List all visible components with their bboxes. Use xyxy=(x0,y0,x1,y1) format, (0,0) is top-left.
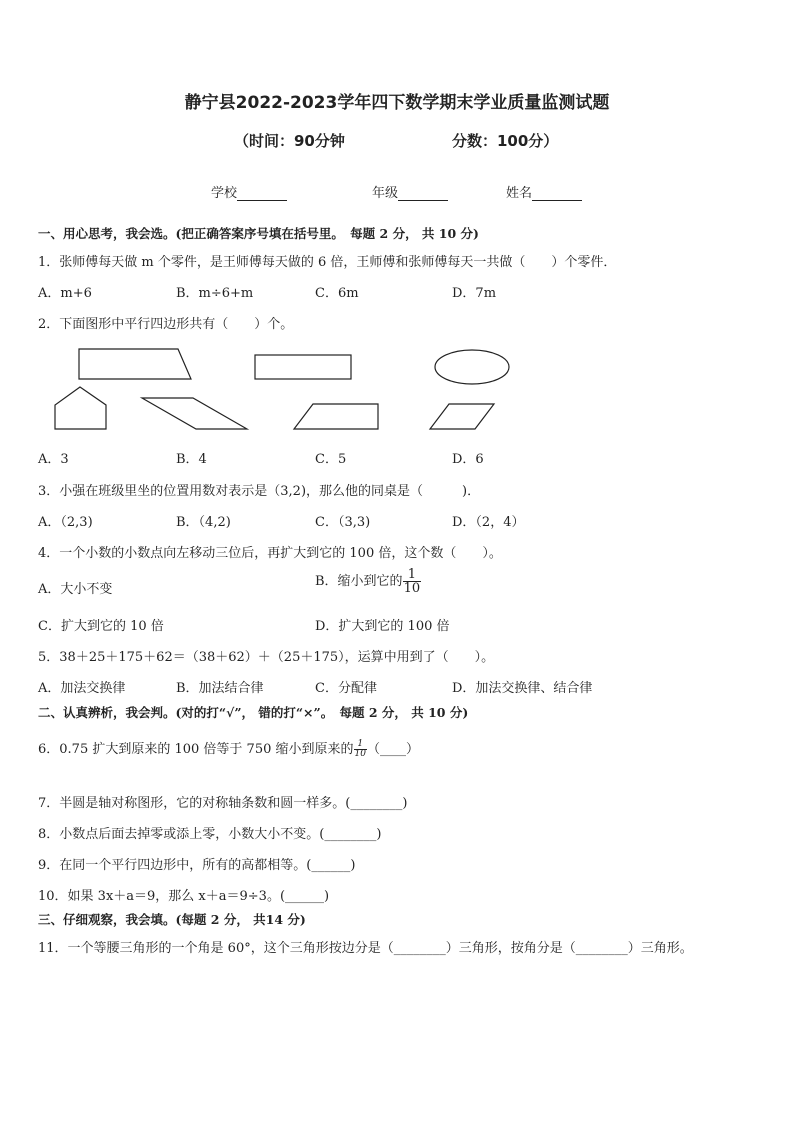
q3-option-c[interactable]: C．（3,3) xyxy=(315,515,371,530)
rectangle-shape xyxy=(255,355,351,379)
q5-option-c[interactable]: C．分配律 xyxy=(315,681,377,696)
q3-text: 3．小强在班级里坐的位置用数对表示是（3,2)，那么他的同桌是（ )． xyxy=(38,484,481,499)
ellipse-shape xyxy=(435,350,509,384)
school-label: 学校 xyxy=(211,186,238,201)
q4-option-b[interactable] xyxy=(315,568,421,595)
q6-text: 6．0.75 扩大到原来的 100 倍等于 750 缩小到原来的 xyxy=(38,742,354,757)
grade-blank[interactable] xyxy=(398,188,448,201)
fraction-denominator: 10 xyxy=(403,581,421,596)
q6-answer-blank[interactable]: （____） xyxy=(366,742,419,757)
q8-text: 8．小数点后面去掉零或添上零，小数大小不变。(________) xyxy=(38,827,382,842)
q11-text: 11．一个等腰三角形的一个角是 60°，这个三角形按边分是（________）三角形，按角分是（________）三角形。 xyxy=(38,941,693,956)
exam-time: （时间：90分钟 xyxy=(234,132,345,150)
grade-label: 年级 xyxy=(372,186,399,201)
q10-text: 10．如果 3x＋a＝9，那么 x＋a＝9÷3。(______) xyxy=(38,889,330,904)
parallelogram-shape-2 xyxy=(430,404,494,429)
q2-text: 2．下面图形中平行四边形共有（ ）个。 xyxy=(38,317,294,332)
page-title: 静宁县2022-2023学年四下数学期末学业质量监测试题 xyxy=(184,93,610,113)
section1-heading: 一、用心思考，我会选。(把正确答案序号填在括号里。 每题 2 分， 共 10 分) xyxy=(38,226,479,241)
q4-option-d[interactable]: D．扩大到它的 100 倍 xyxy=(315,619,450,634)
name-field xyxy=(506,182,582,201)
name-label: 姓名 xyxy=(506,186,533,201)
q1-option-d[interactable]: D．7m xyxy=(452,286,497,301)
q3-option-b[interactable]: B．（4,2) xyxy=(176,515,231,530)
q6-fraction xyxy=(354,740,367,759)
q4-option-c[interactable]: C．扩大到它的 10 倍 xyxy=(38,619,164,634)
section2-heading: 二、认真辨析，我会判。(对的打“√”， 错的打“×”。 每题 2 分， 共 10 分) xyxy=(38,705,469,720)
q2-option-b[interactable]: B．4 xyxy=(176,452,207,467)
q6-fraction-numerator: 1 xyxy=(354,740,367,750)
q2-shapes-figure xyxy=(0,340,794,440)
q6-fraction-denominator: 10 xyxy=(354,749,366,759)
q2-option-a[interactable]: A．3 xyxy=(38,452,69,467)
q5-text: 5．38＋25＋175＋62＝（38＋62）＋（25＋175），运算中用到了（ ）。 xyxy=(38,650,495,665)
q9-text: 9．在同一个平行四边形中，所有的高都相等。(______) xyxy=(38,858,356,873)
parallelogram-shape-1 xyxy=(142,398,247,429)
school-field xyxy=(211,182,287,201)
q6-item xyxy=(38,738,419,759)
q5-option-a[interactable]: A．加法交换律 xyxy=(38,681,126,696)
name-blank[interactable] xyxy=(532,188,582,201)
q2-option-c[interactable]: C．5 xyxy=(315,452,347,467)
q1-option-b[interactable]: B．m÷6+m xyxy=(176,286,254,301)
q2-option-d[interactable]: D．6 xyxy=(452,452,484,467)
q5-option-d[interactable]: D．加法交换律、结合律 xyxy=(452,681,593,696)
q4-option-a[interactable]: A．大小不变 xyxy=(38,582,113,597)
q1-text: 1．张师傅每天做 m 个零件，是王师傅每天做的 6 倍，王师傅和张师傅每天一共做（ ）个零件． xyxy=(38,255,617,270)
grade-field xyxy=(372,182,448,201)
q3-option-a[interactable]: A．（2,3) xyxy=(38,515,93,530)
q4-option-b-text: B．缩小到它的 xyxy=(315,574,403,589)
q1-option-c[interactable]: C．6m xyxy=(315,286,359,301)
one-tenth-fraction xyxy=(403,568,422,595)
q1-option-a[interactable]: A．m+6 xyxy=(38,286,92,301)
pentagon-shape xyxy=(55,387,106,429)
q7-text: 7．半圆是轴对称图形，它的对称轴条数和圆一样多。(________) xyxy=(38,796,408,811)
q4-text: 4．一个小数的小数点向左移动三位后，再扩大到它的 100 倍，这个数（ ）。 xyxy=(38,546,502,561)
trapezoid-shape xyxy=(294,404,378,429)
q5-option-b[interactable]: B．加法结合律 xyxy=(176,681,264,696)
fraction-numerator: 1 xyxy=(403,568,422,582)
school-blank[interactable] xyxy=(237,188,287,201)
q3-option-d[interactable]: D．（2，4） xyxy=(452,515,525,530)
section3-heading: 三、仔细观察，我会填。(每题 2 分， 共14 分) xyxy=(38,912,306,927)
right-trapezoid-shape xyxy=(79,349,191,379)
exam-score: 分数：100分） xyxy=(452,132,559,150)
